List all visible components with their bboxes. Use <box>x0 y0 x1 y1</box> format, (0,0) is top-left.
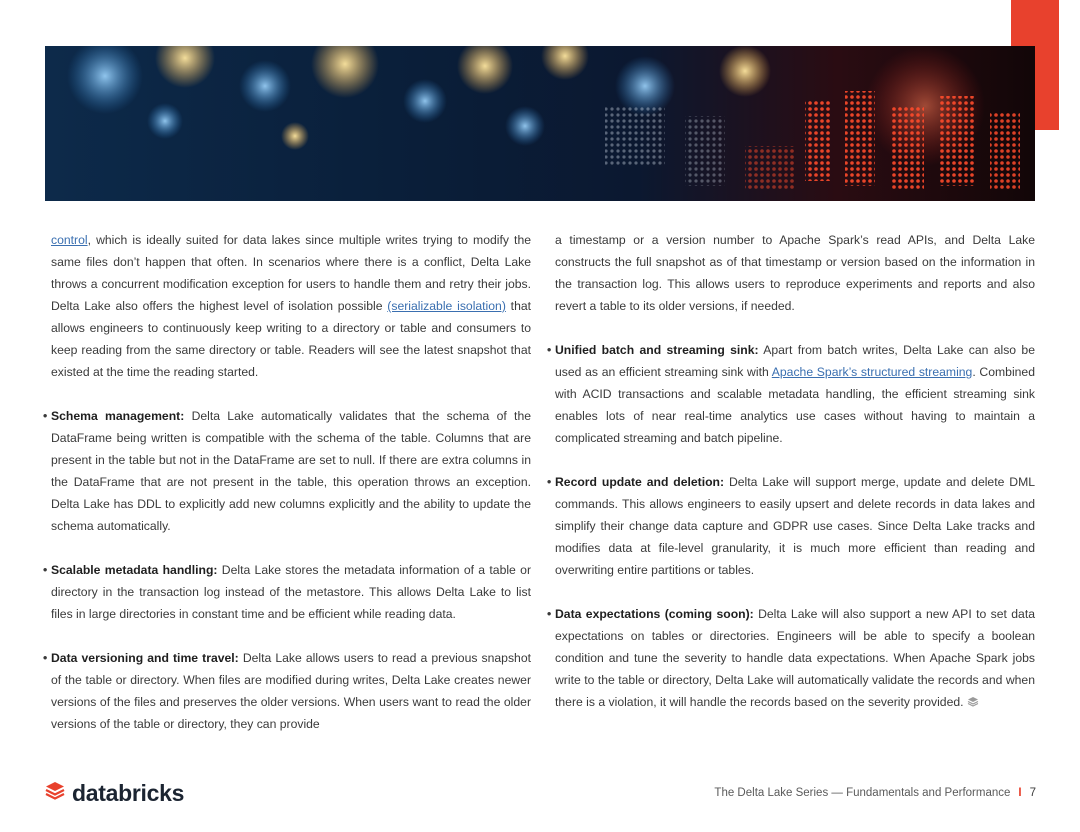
continuation-paragraph: a timestamp or a version number to Apache Spark’s read APIs, and Delta Lake constructs the full snapshot as of that timestamp or version based on the information in the transaction log. This allows users to reproduce experiments and reports and also revert a table to its older versions, if needed. <box>555 233 1035 313</box>
serializable-isolation-link[interactable]: (serializable isolation) <box>387 299 506 313</box>
left-column <box>51 229 531 757</box>
delta-end-icon <box>967 693 979 715</box>
databricks-wordmark: databricks <box>72 779 185 806</box>
data-versioning-title: Data versioning and time travel: <box>51 651 239 665</box>
page-number: 7 <box>1029 787 1036 799</box>
intro-paragraph: control, which is ideally suited for data lakes since multiple writes trying to modify the same files don’t happen that often. In scenarios where there is a conflict, Delta Lake throws a concurrent modification exception for users to handle them and retry their jobs. Delta Lake also offers the highest level of isolation possible (serializable isolation) that allows engineers to continuously keep writing to a directory or table and consumers to keep reading from the same directory or table. Readers will see the latest snapshot that existed at the time the reading started. <box>51 233 532 379</box>
metadata-handling-title: Scalable metadata handling: <box>51 563 218 577</box>
metadata-handling-item: • Scalable metadata handling: Delta Lake stores the metadata information of a table or directory in the transaction log instead of the metastore. This allows Delta Lake to list files in large directories in constant time and be efficient while reading data. <box>51 559 531 625</box>
unified-sink-item: • Unified batch and streaming sink: Apart from batch writes, Delta Lake can also be used as an efficient streaming sink with Apache Spark’s structured streaming. Combined with ACID transactions and scalable metadata handling, the efficient streaming sink enables lots of near real-time analytics use cases without having to maintain a complicated streaming and batch pipeline. <box>555 339 1035 449</box>
structured-streaming-link[interactable]: Apache Spark’s structured streaming <box>771 365 973 379</box>
databricks-logo <box>44 780 184 806</box>
footer-separator: I <box>1018 787 1022 799</box>
record-update-title: Record update and deletion: <box>555 475 725 489</box>
schema-management-title: Schema management: <box>51 409 185 423</box>
data-expectations-title: Data expectations (coming soon): <box>555 607 754 621</box>
databricks-logo-icon <box>44 780 66 807</box>
data-versioning-item: • Data versioning and time travel: Delta Lake allows users to read a previous snapshot of the table or directory. When files are modified during writes, Delta Lake creates newer versions of the files and preserves the older versions. When users want to read the older versions of the table or directory, they can provide <box>51 647 531 735</box>
series-title: The Delta Lake Series — Fundamentals and Performance <box>714 787 1011 799</box>
schema-management-item: • Schema management: Delta Lake automatically validates that the schema of the DataFrame being written is compatible with the schema of the table. Columns that are present in the table but not in the DataFrame are set to null. If there are extra columns in the DataFrame that are not present in the table, this operation throws an exception. Delta Lake has DDL to explicitly add new columns explicitly and the ability to update the schema automatically. <box>51 405 531 537</box>
record-update-item: • Record update and deletion: Delta Lake will support merge, update and delete DML commands. This allows engineers to easily upsert and delete records in data lakes and simplify their change data capture and GDPR use cases. Since Delta Lake tracks and modifies data at file-level granularity, it is much more efficient than reading and overwriting entire partitions or tables. <box>555 471 1035 581</box>
data-expectations-item: • Data expectations (coming soon): Delta Lake will also support a new API to set data expectations on tables or directories. Engineers will be able to specify a boolean condition and tune the severity to handle data expectations. When Apache Spark jobs write to the table or directory, Delta Lake will automatically validate the records and when there is a violation, it will handle the records based on the severity provided. <box>555 603 1035 715</box>
page-footer <box>714 787 1036 799</box>
concurrency-control-link[interactable]: control <box>51 233 88 247</box>
right-column <box>555 229 1035 737</box>
hero-image <box>45 46 1035 201</box>
unified-sink-title: Unified batch and streaming sink: <box>555 343 759 357</box>
